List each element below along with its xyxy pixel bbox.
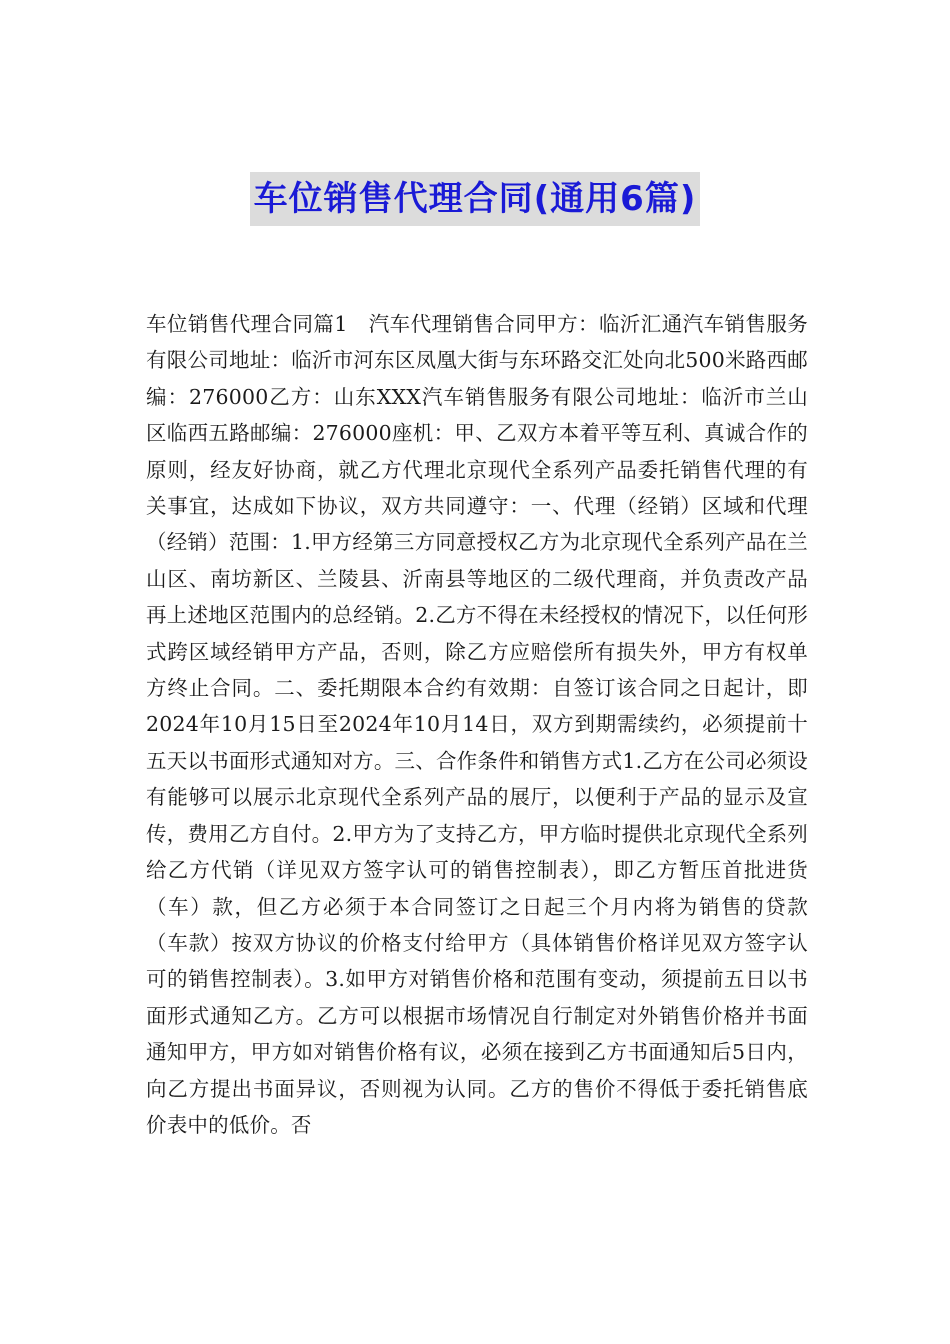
title-container [0, 172, 950, 226]
body-paragraph: 车位销售代理合同篇1 汽车代理销售合同甲方：临沂汇通汽车销售服务有限公司地址：临沂市河东区凤凰大街与东环路交汇处向北500米路西邮编：276000乙方：山东XXX汽车销售服务有限公司地址：临沂市兰山区临西五路邮编：276000座机：甲、乙双方本着平等互利、真诚合作的原则，经友好协商，就乙方代理北京现代全系列产品委托销售代理的有关事宜，达成如下协议，双方共同遵守：一、代理（经销）区域和代理（经销）范围：1.甲方经第三方同意授权乙方为北京现代全系列产品在兰山区、南坊新区、兰陵县、沂南县等地区的二级代理商，并负责改产品再上述地区范围内的总经销。2.乙方不得在未经授权的情况下，以任何形式跨区域经销甲方产品，否则，除乙方应赔偿所有损失外，甲方有权单方终止合同。二、委托期限本合约有效期：自签订该合同之日起计，即2024年10月15日至2024年10月14日，双方到期需续约，必须提前十五天以书面形式通知对方。三、合作条件和销售方式1.乙方在公司必须设有能够可以展示北京现代全系列产品的展厅，以便利于产品的显示及宣传，费用乙方自付。2.甲方为了支持乙方，甲方临时提供北京现代全系列给乙方代销（详见双方签字认可的销售控制表），即乙方暂压首批进货（车）款，但乙方必须于本合同签订之日起三个月内将为销售的贷款（车款）按双方协议的价格支付给甲方（具体销售价格详见双方签字认可的销售控制表）。3.如甲方对销售价格和范围有变动，须提前五日以书面形式通知乙方。乙方可以根据市场情况自行制定对外销售价格并书面通知甲方，甲方如对销售价格有议，必须在接到乙方书面通知后5日内，向乙方提出书面异议，否则视为认同。乙方的售价不得低于委托销售底价表中的低价。否 [146, 312, 808, 1137]
document-title: 车位销售代理合同(通用6篇) [250, 172, 701, 226]
document-body [146, 306, 808, 1143]
